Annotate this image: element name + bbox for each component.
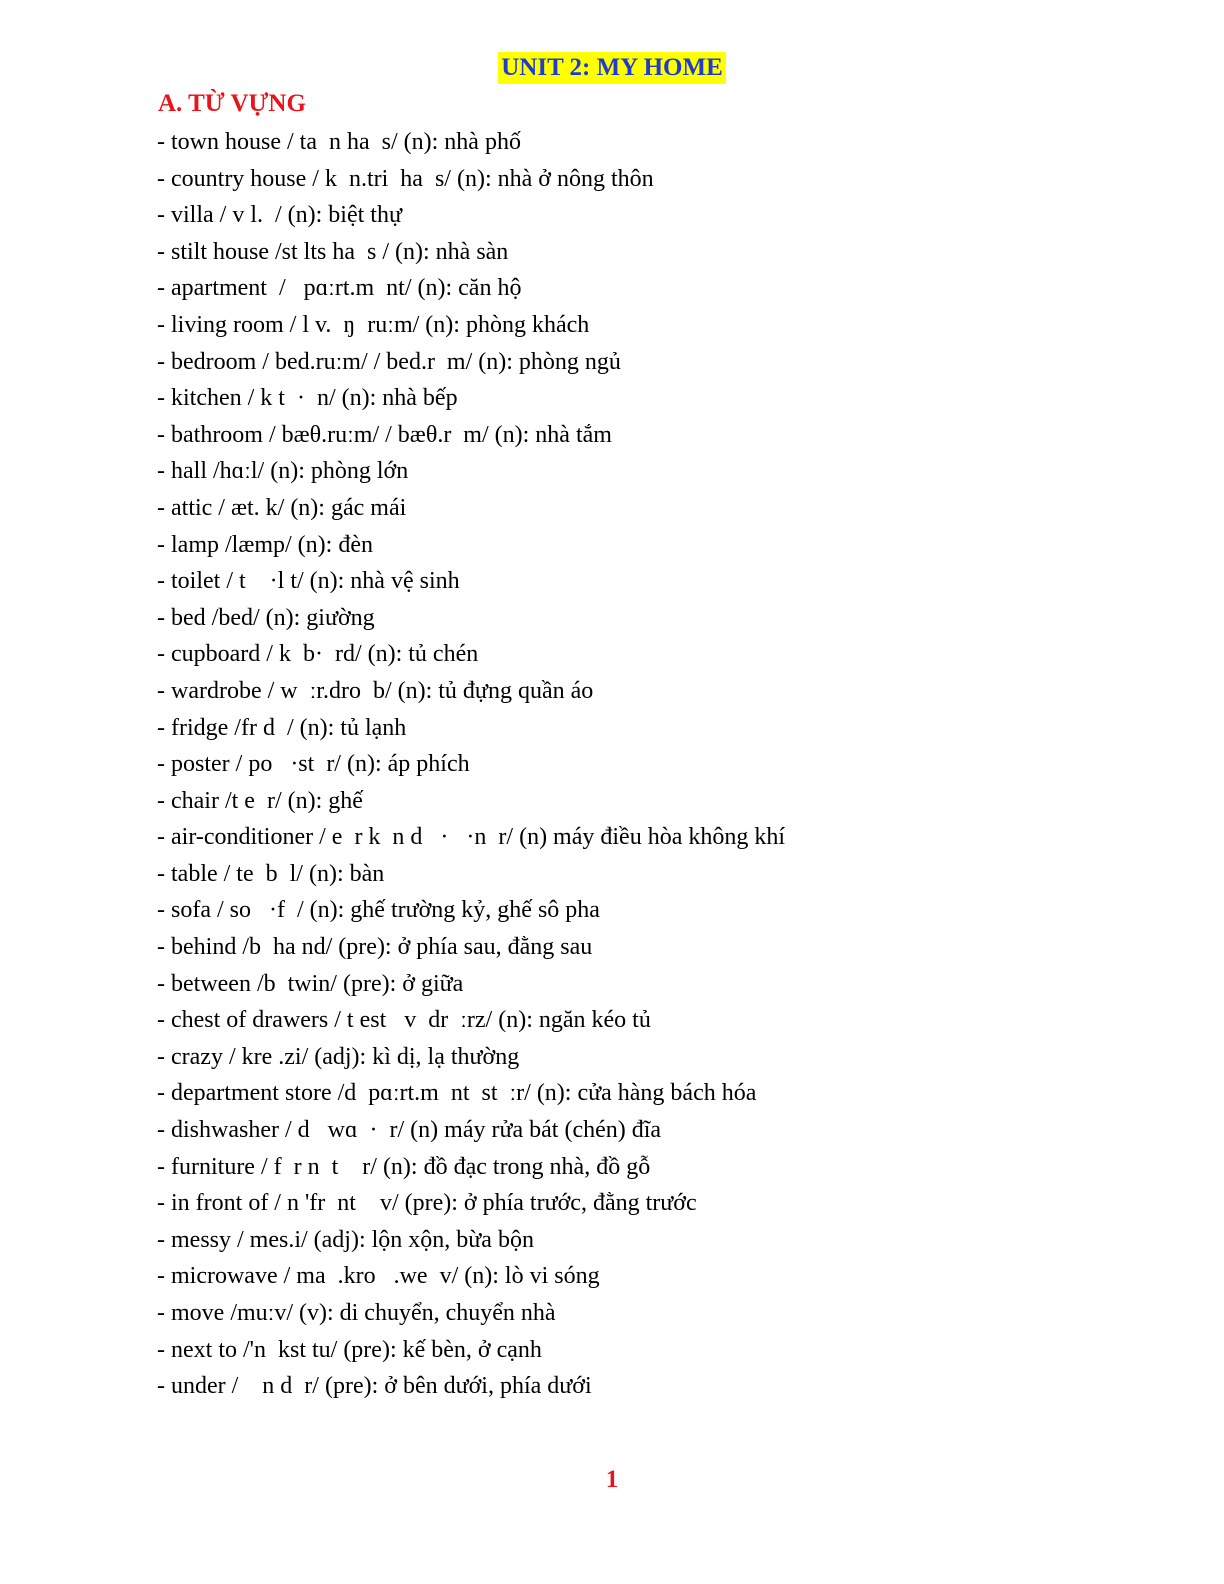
vocabulary-item: - stilt house /st lts ha s / (n): nhà sàn (157, 238, 509, 265)
vocabulary-item: - poster / po ·st r/ (n): áp phích (157, 751, 470, 778)
section-heading-vocabulary: A. TỪ VỰNG (158, 90, 306, 117)
vocabulary-item: - under / n d r/ (pre): ở bên dưới, phía dưới (157, 1373, 592, 1400)
vocabulary-item: - in front of / n 'fr nt v/ (pre): ở phía trước, đằng trước (157, 1190, 697, 1217)
vocabulary-item: - messy / mes.i/ (adj): lộn xộn, bừa bộn (157, 1226, 534, 1253)
vocabulary-item: - town house / ta n ha s/ (n): nhà phố (157, 129, 521, 155)
vocabulary-item: - bedroom / bed.ruːm/ / bed.r m/ (n): phòng ngủ (157, 348, 621, 375)
title-container (0, 52, 1224, 84)
vocabulary-item: - apartment / pɑːrt.m nt/ (n): căn hộ (157, 275, 522, 302)
vocabulary-item: - table / te b l/ (n): bàn (157, 860, 385, 887)
vocabulary-item: - lamp /læmp/ (n): đèn (157, 531, 373, 558)
vocabulary-item: - dishwasher / d wɑ · r/ (n) máy rửa bát (chén) đĩa (157, 1117, 662, 1144)
vocabulary-item: - fridge /fr d / (n): tủ lạnh (157, 714, 407, 741)
unit-title: UNIT 2: MY HOME (498, 52, 726, 84)
vocabulary-item: - villa / v l. / (n): biệt thự (157, 202, 402, 229)
vocabulary-item: - furniture / f r n t r/ (n): đồ đạc trong nhà, đồ gỗ (157, 1153, 651, 1180)
vocabulary-list (157, 124, 785, 1405)
vocabulary-item: - bed /bed/ (n): giường (157, 604, 375, 631)
vocabulary-item: - behind /b ha nd/ (pre): ở phía sau, đằng sau (157, 934, 593, 961)
vocabulary-item: - next to /'n kst tu/ (pre): kế bèn, ở cạnh (157, 1336, 542, 1363)
vocabulary-item: - air-conditioner / e r k n d · ·n r/ (n) máy điều hòa không khí (157, 824, 786, 851)
vocabulary-item: - living room / l v. ŋ ruːm/ (n): phòng khách (157, 311, 590, 338)
vocabulary-item: - toilet / t ·l t/ (n): nhà vệ sinh (157, 568, 460, 595)
vocabulary-item: - sofa / so ·f / (n): ghế trường kỷ, ghế sô pha (157, 897, 600, 924)
vocabulary-item: - cupboard / k b· rd/ (n): tủ chén (157, 641, 479, 668)
vocabulary-item: - move /muːv/ (v): di chuyển, chuyển nhà (157, 1300, 556, 1326)
vocabulary-item: - kitchen / k t · n/ (n): nhà bếp (157, 385, 458, 412)
vocabulary-item: - country house / k n.tri ha s/ (n): nhà ở nông thôn (157, 165, 654, 192)
page-number: 1 (605, 1466, 619, 1493)
vocabulary-item: - chest of drawers / t est v dr ːrz/ (n): ngăn kéo tủ (157, 1007, 651, 1034)
vocabulary-item: - attic / æt. k/ (n): gác mái (157, 494, 407, 521)
vocabulary-item: - hall /hɑːl/ (n): phòng lớn (157, 458, 409, 485)
vocabulary-item: - crazy / kre .zi/ (adj): kì dị, lạ thường (157, 1043, 520, 1070)
vocabulary-item: - microwave / ma .kro .we v/ (n): lò vi sóng (157, 1263, 600, 1290)
vocabulary-item: - wardrobe / w ːr.dro b/ (n): tủ đựng quần áo (157, 677, 594, 704)
vocabulary-item: - between /b twin/ (pre): ở giữa (157, 970, 464, 997)
vocabulary-item: - bathroom / bæθ.ruːm/ / bæθ.r m/ (n): nhà tắm (157, 421, 612, 448)
vocabulary-item: - chair /t e r/ (n): ghế (157, 787, 363, 814)
vocabulary-item: - department store /d pɑːrt.m nt st ːr/ (n): cửa hàng bách hóa (157, 1080, 757, 1107)
